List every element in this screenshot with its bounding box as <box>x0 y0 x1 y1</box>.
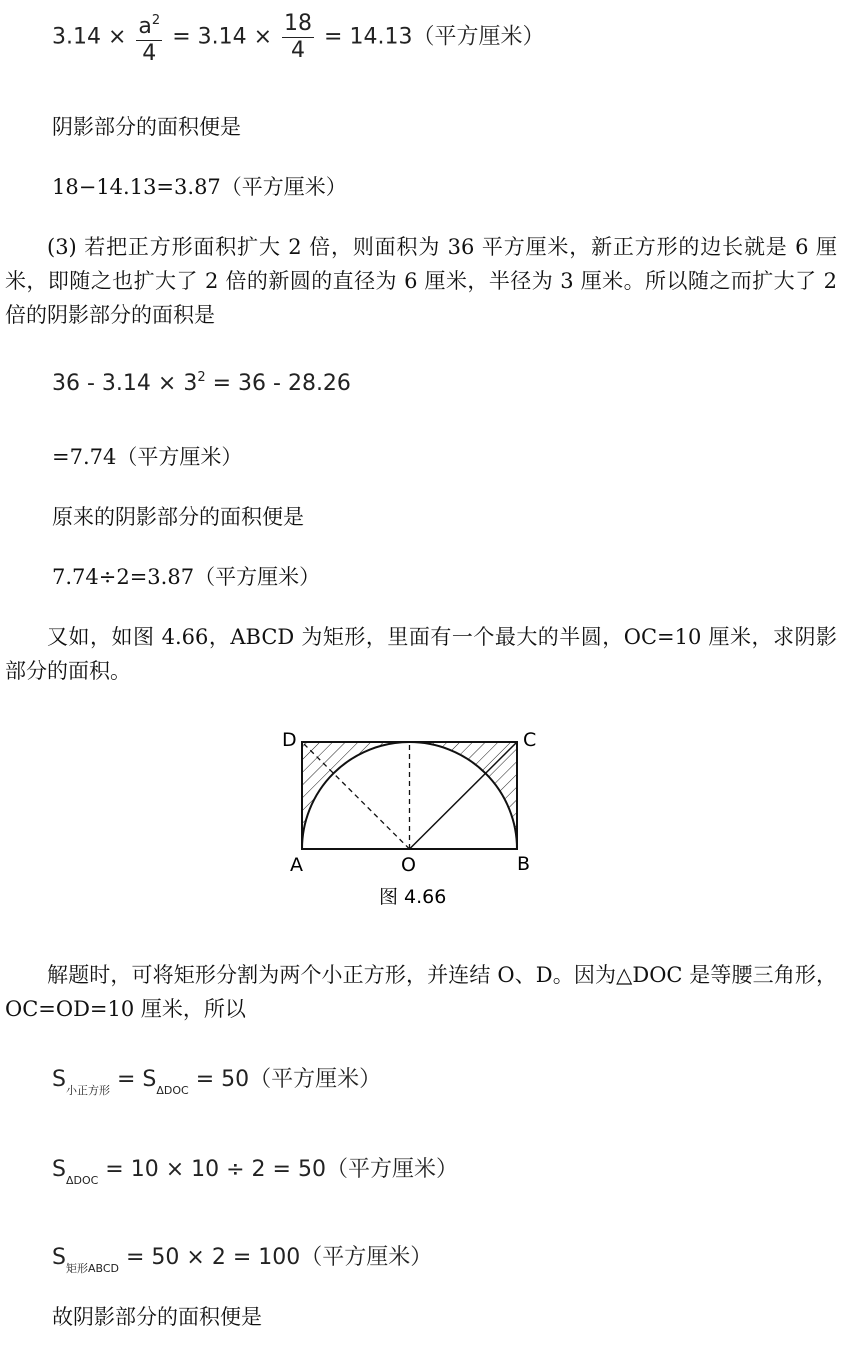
formula-text: S <box>52 1245 66 1270</box>
formula-small-square <box>52 1062 381 1098</box>
formula-text: = 10 × 10 ÷ 2 = 50（平方厘米） <box>98 1157 458 1182</box>
formula-text: = 50（平方厘米） <box>188 1067 382 1092</box>
result-774: =7.74（平方厘米） <box>52 445 243 469</box>
fraction-numerator: a <box>138 14 152 39</box>
figure-caption: 图 4.66 <box>379 886 447 908</box>
subscript: 小正方形 <box>65 1084 110 1097</box>
label-o: O <box>401 854 416 876</box>
subscript: 矩形ABCD <box>65 1262 119 1275</box>
calc-line-1: 18−14.13=3.87（平方厘米） <box>52 175 347 199</box>
solution-paragraph: 解题时，可将矩形分割为两个小正方形，并连结 O、D。因为△DOC 是等腰三角形，OC=OD=10 厘米，所以 <box>5 963 838 1021</box>
subscript: ΔDOC <box>156 1084 189 1097</box>
formula-text: = 50 × 2 = 100（平方厘米） <box>119 1245 433 1270</box>
label-a: A <box>290 854 303 876</box>
exponent: 2 <box>197 370 206 385</box>
fraction-denominator: 4 <box>291 38 306 63</box>
fraction-18-over-4 <box>282 11 314 64</box>
formula-triangle-area <box>52 1152 458 1187</box>
label-b: B <box>517 853 531 875</box>
label-c: C <box>523 729 537 751</box>
formula-text: = 36 - 28.26 <box>205 371 351 396</box>
shadow-area-line: 阴影部分的面积便是 <box>52 115 241 139</box>
formula-text: S <box>52 1157 66 1182</box>
segment-oc <box>410 742 518 849</box>
formula-text: = S <box>109 1067 157 1092</box>
formula-text: S <box>52 1067 66 1092</box>
paragraph-3: (3) 若把正方形面积扩大 2 倍，则面积为 36 平方厘米，新正方形的边长就是 6 厘米，即随之也扩大了 2 倍的新圆的直径为 6 厘米，半径为 3 厘米。所以随之而扩大了 2 倍的阴影部分的面积是 <box>5 235 837 327</box>
formula-text: 3.14 × <box>52 24 127 50</box>
formula-circle-area <box>52 8 544 67</box>
formula-text: = 14.13（平方厘米） <box>324 24 545 50</box>
fraction-numerator: 18 <box>284 11 313 36</box>
original-area-line: 原来的阴影部分的面积便是 <box>52 505 304 529</box>
formula-text: = 3.14 × <box>172 24 273 50</box>
fraction-denominator: 4 <box>142 41 157 66</box>
example-paragraph: 又如，如图 4.66，ABCD 为矩形，里面有一个最大的半圆，OC=10 厘米，求阴影部分的面积。 <box>5 625 837 683</box>
segment-od <box>302 742 410 849</box>
label-d: D <box>282 729 297 751</box>
formula-expanded-area <box>52 370 351 396</box>
subscript: ΔDOC <box>65 1174 99 1187</box>
formula-rectangle-area <box>52 1240 432 1276</box>
division-line: 7.74÷2=3.87（平方厘米） <box>52 565 321 589</box>
formula-text: 36 - 3.14 × 3 <box>52 371 198 396</box>
exponent: 2 <box>151 13 161 28</box>
figure-4-66 <box>280 718 550 918</box>
final-line: 故阴影部分的面积便是 <box>52 1305 262 1329</box>
fraction-a2-over-4 <box>136 8 162 67</box>
